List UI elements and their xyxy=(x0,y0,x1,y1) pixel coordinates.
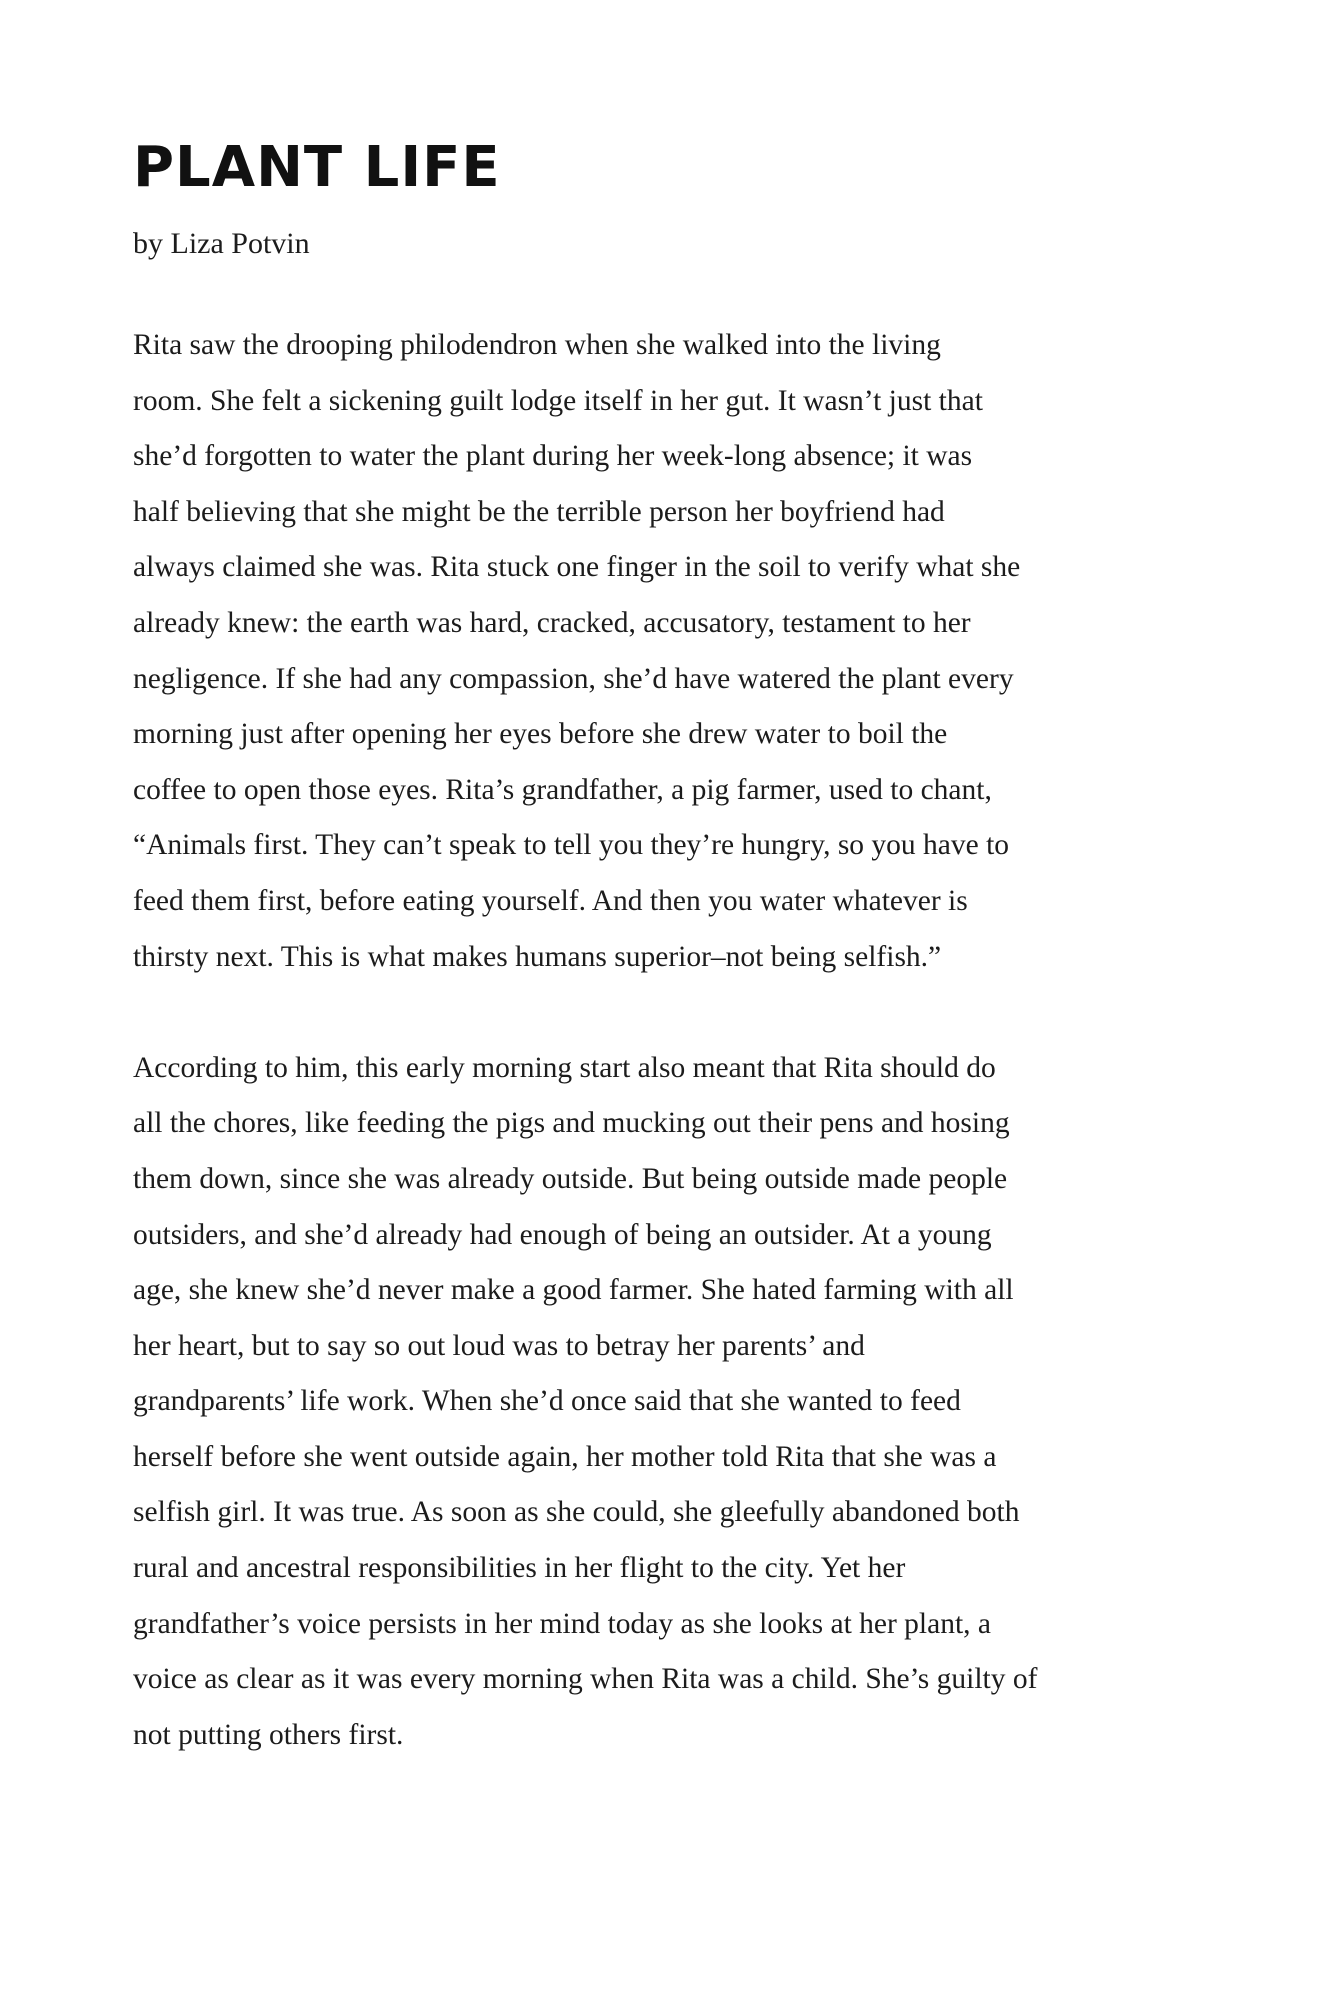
story-paragraph-2: According to him, this early morning start also meant that Rita should do all the chores, like feeding the pigs and mucking out their pens and hosing them down, since she was already outside. But being outside made people outsiders, and she’d already had enough of being an outsider. At a young age, she knew she’d never make a good farmer. She hated farming with all her heart, but to say so out loud was to betray her parents’ and grandparents’ life work. When she’d once said that she wanted to feed herself before she went outside again, her mother told Rita that she was a selfish girl. It was true. As soon as she could, she gleefully abandoned both rural and ancestral responsibilities in her flight to the city. Yet her grandfather’s voice persists in her mind today as she looks at her plant, a voice as clear as it was every morning when Rita was a child. She’s guilty of not putting others first. xyxy=(133,1051,1038,1751)
story-paragraph-1: Rita saw the drooping philodendron when she walked into the living room. She felt a sickening guilt lodge itself in her gut. It wasn’t just that she’d forgotten to water the plant during her week-long absence; it was half believing that she might be the terrible person her boyfriend had always claimed she was. Rita stuck one finger in the soil to verify what she already knew: the earth was hard, cracked, accusatory, testament to her negligence. If she had any compassion, she’d have watered the plant every morning just after opening her eyes before she drew water to boil the coffee to open those eyes. Rita’s grandfather, a pig farmer, used to chant, “Animals first. They can’t speak to tell you they’re hungry, so you have to feed them first, before eating yourself. And then you water whatever is thirsty next. This is what makes humans superior–not being selfish.” xyxy=(133,329,1021,973)
story-title: PLANT LIFE xyxy=(133,135,501,200)
story-byline: by Liza Potvin xyxy=(133,227,310,260)
story-body xyxy=(133,318,1208,1763)
